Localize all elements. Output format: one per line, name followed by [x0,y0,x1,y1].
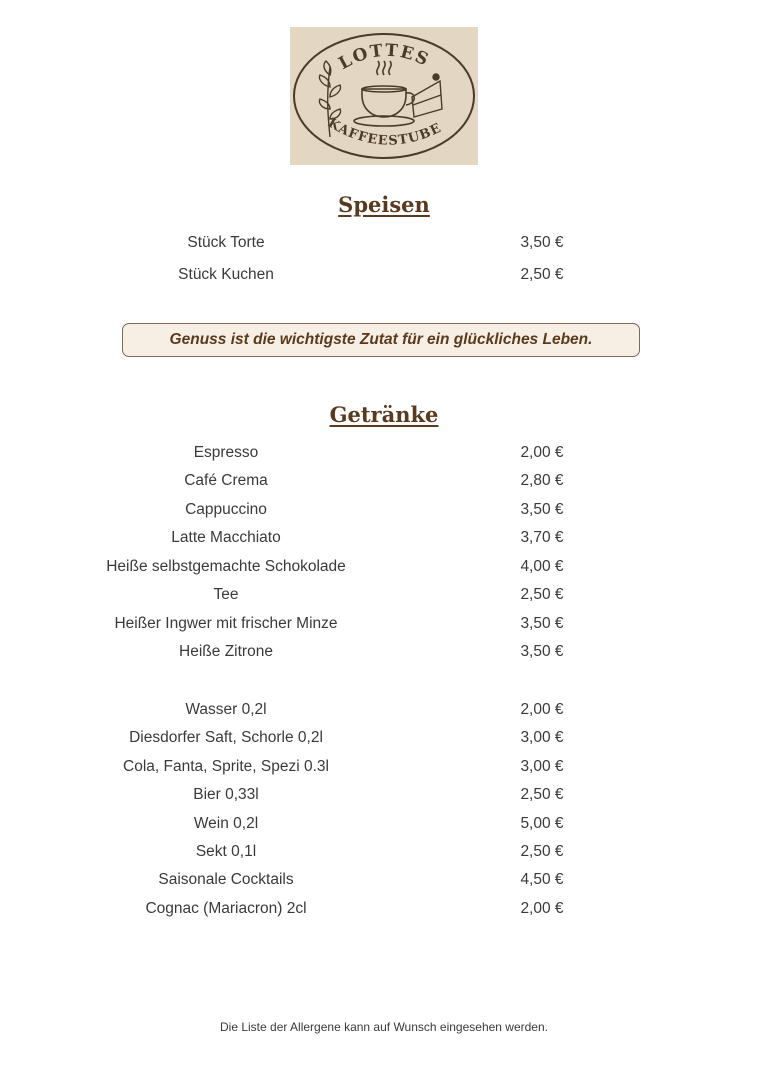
cafe-logo [290,27,478,165]
menu-item [0,643,768,667]
item-name: Bier 0,33l [193,786,259,803]
item-name: Heiße Zitrone [179,643,273,660]
menu-item [0,266,768,290]
item-name: Latte Macchiato [171,529,281,546]
item-price: 3,50 € [520,501,564,518]
menu-item [0,529,768,553]
menu-item [0,444,768,468]
getraenke-title: Getränke [329,402,439,427]
item-name: Diesdorfer Saft, Schorle 0,2l [129,729,323,746]
logo-bottom-text: KAFFEESTUBE [325,115,445,149]
menu-item [0,501,768,525]
menu-item [0,871,768,895]
item-name: Heiße selbstgemachte Schokolade [106,558,346,575]
item-price: 4,00 € [520,558,564,575]
item-name: Cognac (Mariacron) 2cl [145,900,307,917]
item-price: 3,50 € [520,643,564,660]
menu-item [0,729,768,753]
item-name: Heißer Ingwer mit frischer Minze [114,615,338,632]
item-price: 4,50 € [520,871,564,888]
logo-top-text: LOTTES [335,40,433,75]
cake-slice-icon [412,74,442,117]
coffee-cup-icon [354,61,414,126]
allergen-note: Die Liste der Allergene kann auf Wunsch eingesehen werden. [220,1020,548,1034]
menu-item [0,815,768,839]
item-name: Stück Torte [187,234,265,251]
item-name: Cappuccino [185,501,267,518]
quote-banner: Genuss ist die wichtigste Zutat für ein glückliches Leben. [122,323,640,357]
item-name: Cola, Fanta, Sprite, Spezi 0.3l [123,758,329,775]
menu-item [0,900,768,924]
svg-text:KAFFEESTUBE [325,116,444,149]
item-price: 2,80 € [520,472,564,489]
item-name: Sekt 0,1l [195,843,257,860]
item-price: 2,50 € [520,266,564,283]
speisen-title: Speisen [338,192,430,217]
menu-item [0,234,768,258]
item-price: 2,00 € [520,444,564,461]
menu-item [0,558,768,582]
menu-item [0,701,768,725]
item-price: 5,00 € [520,815,564,832]
item-price: 3,70 € [520,529,564,546]
menu-item [0,786,768,810]
item-name: Stück Kuchen [178,266,274,283]
item-price: 2,50 € [520,786,564,803]
menu-item [0,586,768,610]
item-name: Wasser 0,2l [185,701,267,718]
item-price: 2,50 € [520,843,564,860]
item-price: 2,00 € [520,900,564,917]
item-name: Tee [213,586,239,603]
item-name: Wein 0,2l [193,815,259,832]
item-price: 2,50 € [520,586,564,603]
menu-item [0,843,768,867]
item-price: 2,00 € [520,701,564,718]
menu-item [0,615,768,639]
menu-item [0,472,768,496]
item-price: 3,00 € [520,729,564,746]
item-name: Saisonale Cocktails [158,871,294,888]
item-price: 3,00 € [520,758,564,775]
menu-item [0,758,768,782]
item-price: 3,50 € [520,234,564,251]
item-name: Café Crema [184,472,268,489]
item-name: Espresso [193,444,259,461]
item-price: 3,50 € [520,615,564,632]
